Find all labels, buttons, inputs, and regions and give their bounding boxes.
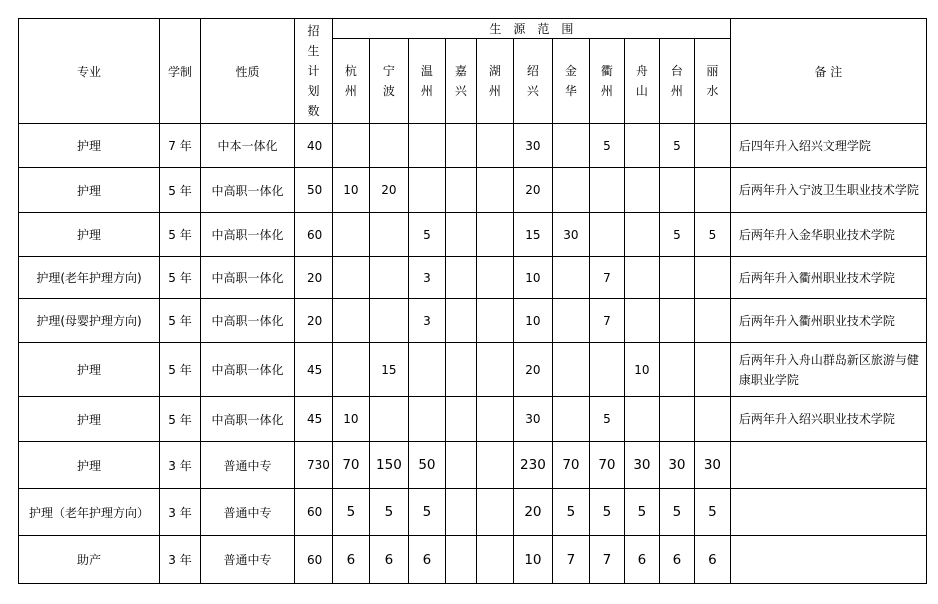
cell-nature: 中本一体化 bbox=[201, 124, 295, 168]
cell-region-value bbox=[589, 168, 624, 213]
cell-region-value bbox=[589, 343, 624, 397]
cell-region-value bbox=[445, 397, 476, 442]
cell-region-value bbox=[659, 397, 694, 442]
cell-region-value: 15 bbox=[513, 213, 552, 257]
header-plan-char: 划 bbox=[307, 84, 320, 98]
header-plan-char: 计 bbox=[307, 64, 320, 78]
cell-region-value: 70 bbox=[552, 442, 589, 489]
cell-region-value bbox=[445, 124, 476, 168]
cell-region-value: 15 bbox=[369, 343, 408, 397]
cell-notes: 后两年升入金华职业技术学院 bbox=[730, 213, 926, 257]
cell-region-value: 70 bbox=[589, 442, 624, 489]
cell-region-value: 5 bbox=[589, 397, 624, 442]
cell-major: 护理 bbox=[19, 343, 160, 397]
cell-region-value bbox=[624, 397, 659, 442]
header-region-char: 州 bbox=[600, 84, 613, 98]
header-region bbox=[476, 39, 513, 124]
cell-region-value bbox=[624, 124, 659, 168]
cell-region-value: 6 bbox=[694, 536, 730, 584]
cell-region-value bbox=[476, 168, 513, 213]
cell-region-value bbox=[476, 397, 513, 442]
table-row bbox=[19, 343, 927, 397]
cell-region-value: 5 bbox=[694, 213, 730, 257]
cell-region-value: 5 bbox=[408, 213, 445, 257]
cell-notes bbox=[730, 536, 926, 584]
header-region-char: 湖 bbox=[488, 64, 501, 78]
table-row bbox=[19, 536, 927, 584]
cell-major: 护理（老年护理方向） bbox=[19, 489, 160, 536]
cell-region-value bbox=[332, 299, 369, 343]
header-region-char: 杭 bbox=[344, 64, 357, 78]
cell-region-value bbox=[552, 168, 589, 213]
cell-region-value: 6 bbox=[659, 536, 694, 584]
cell-region-value bbox=[369, 397, 408, 442]
cell-plan: 40 bbox=[295, 124, 333, 168]
cell-region-value bbox=[552, 257, 589, 299]
cell-plan: 45 bbox=[295, 343, 333, 397]
cell-region-value: 30 bbox=[513, 124, 552, 168]
cell-plan: 45 bbox=[295, 397, 333, 442]
cell-region-value bbox=[694, 343, 730, 397]
cell-major: 护理(老年护理方向) bbox=[19, 257, 160, 299]
header-region bbox=[369, 39, 408, 124]
cell-region-value bbox=[476, 343, 513, 397]
cell-region-value bbox=[476, 257, 513, 299]
cell-duration: 3 年 bbox=[160, 442, 201, 489]
cell-region-value bbox=[694, 257, 730, 299]
cell-region-value: 5 bbox=[694, 489, 730, 536]
cell-major: 护理 bbox=[19, 124, 160, 168]
table-row bbox=[19, 442, 927, 489]
header-region-char: 丽 bbox=[706, 64, 719, 78]
cell-region-value bbox=[332, 124, 369, 168]
cell-duration: 5 年 bbox=[160, 397, 201, 442]
header-region-char: 宁 bbox=[382, 64, 395, 78]
cell-region-value: 5 bbox=[332, 489, 369, 536]
header-region-char: 水 bbox=[706, 84, 719, 98]
cell-region-value: 3 bbox=[408, 299, 445, 343]
header-region-char: 山 bbox=[635, 84, 648, 98]
header-region bbox=[694, 39, 730, 124]
cell-plan: 60 bbox=[295, 213, 333, 257]
cell-nature: 中高职一体化 bbox=[201, 343, 295, 397]
cell-region-value: 5 bbox=[659, 124, 694, 168]
header-major: 专业 bbox=[19, 19, 160, 124]
header-region bbox=[659, 39, 694, 124]
cell-region-value bbox=[332, 257, 369, 299]
cell-notes: 后两年升入衢州职业技术学院 bbox=[730, 257, 926, 299]
cell-region-value bbox=[369, 257, 408, 299]
cell-region-value: 5 bbox=[659, 489, 694, 536]
table-row bbox=[19, 124, 927, 168]
header-region bbox=[589, 39, 624, 124]
table-row bbox=[19, 213, 927, 257]
cell-region-value: 6 bbox=[369, 536, 408, 584]
cell-notes bbox=[730, 489, 926, 536]
cell-duration: 5 年 bbox=[160, 213, 201, 257]
cell-nature: 中高职一体化 bbox=[201, 257, 295, 299]
cell-region-value bbox=[694, 397, 730, 442]
cell-notes bbox=[730, 442, 926, 489]
cell-region-value: 30 bbox=[552, 213, 589, 257]
cell-region-value bbox=[369, 124, 408, 168]
cell-region-value bbox=[476, 489, 513, 536]
cell-major: 护理 bbox=[19, 397, 160, 442]
cell-region-value bbox=[369, 213, 408, 257]
cell-nature: 中高职一体化 bbox=[201, 168, 295, 213]
cell-region-value: 30 bbox=[659, 442, 694, 489]
header-region-char: 温 bbox=[420, 64, 433, 78]
header-plan-char: 生 bbox=[307, 44, 320, 58]
header-region-char: 州 bbox=[670, 84, 683, 98]
cell-region-value bbox=[369, 299, 408, 343]
header-region-char: 兴 bbox=[454, 84, 467, 98]
cell-region-value bbox=[694, 168, 730, 213]
header-region-char: 绍 bbox=[526, 64, 539, 78]
cell-region-value: 20 bbox=[513, 168, 552, 213]
header-source-range: 生 源 范 围 bbox=[332, 19, 730, 39]
cell-region-value bbox=[552, 397, 589, 442]
cell-region-value: 50 bbox=[408, 442, 445, 489]
table-row bbox=[19, 168, 927, 213]
cell-region-value: 7 bbox=[589, 299, 624, 343]
cell-region-value: 6 bbox=[408, 536, 445, 584]
cell-duration: 5 年 bbox=[160, 168, 201, 213]
cell-region-value bbox=[694, 299, 730, 343]
cell-region-value: 6 bbox=[332, 536, 369, 584]
cell-region-value: 10 bbox=[513, 299, 552, 343]
cell-region-value bbox=[694, 124, 730, 168]
cell-region-value bbox=[445, 213, 476, 257]
cell-plan: 50 bbox=[295, 168, 333, 213]
header-duration: 学制 bbox=[160, 19, 201, 124]
cell-region-value bbox=[552, 343, 589, 397]
cell-region-value: 10 bbox=[513, 536, 552, 584]
cell-region-value: 3 bbox=[408, 257, 445, 299]
header-region-char: 衢 bbox=[600, 64, 613, 78]
header-region bbox=[332, 39, 369, 124]
cell-region-value bbox=[552, 299, 589, 343]
cell-region-value bbox=[552, 124, 589, 168]
table-row bbox=[19, 489, 927, 536]
cell-region-value: 5 bbox=[589, 489, 624, 536]
header-region-char: 州 bbox=[420, 84, 433, 98]
cell-notes: 后四年升入绍兴文理学院 bbox=[730, 124, 926, 168]
cell-duration: 5 年 bbox=[160, 257, 201, 299]
header-notes: 备 注 bbox=[730, 19, 926, 124]
cell-plan: 60 bbox=[295, 536, 333, 584]
header-region bbox=[513, 39, 552, 124]
cell-region-value: 10 bbox=[332, 397, 369, 442]
cell-notes: 后两年升入宁波卫生职业技术学院 bbox=[730, 168, 926, 213]
cell-region-value bbox=[408, 343, 445, 397]
header-region bbox=[552, 39, 589, 124]
cell-notes: 后两年升入绍兴职业技术学院 bbox=[730, 397, 926, 442]
header-nature: 性质 bbox=[201, 19, 295, 124]
header-region-char: 波 bbox=[382, 84, 395, 98]
cell-nature: 普通中专 bbox=[201, 536, 295, 584]
cell-region-value bbox=[476, 536, 513, 584]
cell-region-value bbox=[476, 124, 513, 168]
cell-region-value bbox=[476, 213, 513, 257]
cell-region-value: 10 bbox=[513, 257, 552, 299]
cell-region-value: 5 bbox=[589, 124, 624, 168]
cell-major: 护理 bbox=[19, 213, 160, 257]
cell-region-value bbox=[445, 299, 476, 343]
cell-region-value bbox=[408, 397, 445, 442]
cell-region-value bbox=[476, 442, 513, 489]
cell-duration: 7 年 bbox=[160, 124, 201, 168]
cell-region-value: 20 bbox=[369, 168, 408, 213]
cell-region-value: 30 bbox=[513, 397, 552, 442]
header-region-char: 金 bbox=[564, 64, 577, 78]
cell-region-value: 5 bbox=[624, 489, 659, 536]
cell-region-value bbox=[659, 168, 694, 213]
cell-region-value bbox=[445, 536, 476, 584]
cell-nature: 中高职一体化 bbox=[201, 299, 295, 343]
cell-region-value bbox=[624, 299, 659, 343]
cell-region-value: 7 bbox=[589, 257, 624, 299]
cell-region-value: 7 bbox=[552, 536, 589, 584]
cell-region-value bbox=[445, 442, 476, 489]
cell-region-value bbox=[445, 168, 476, 213]
cell-region-value bbox=[659, 257, 694, 299]
header-region-char: 嘉 bbox=[454, 64, 467, 78]
header-region bbox=[408, 39, 445, 124]
cell-region-value bbox=[659, 299, 694, 343]
cell-region-value: 5 bbox=[552, 489, 589, 536]
cell-region-value: 5 bbox=[659, 213, 694, 257]
cell-nature: 中高职一体化 bbox=[201, 397, 295, 442]
cell-region-value: 230 bbox=[513, 442, 552, 489]
header-region bbox=[624, 39, 659, 124]
cell-region-value: 20 bbox=[513, 343, 552, 397]
cell-region-value bbox=[332, 213, 369, 257]
cell-duration: 3 年 bbox=[160, 489, 201, 536]
cell-major: 护理 bbox=[19, 442, 160, 489]
cell-notes: 后两年升入舟山群岛新区旅游与健康职业学院 bbox=[730, 343, 926, 397]
header-plan-char: 数 bbox=[307, 104, 320, 118]
cell-region-value: 6 bbox=[624, 536, 659, 584]
cell-plan: 20 bbox=[295, 257, 333, 299]
cell-duration: 5 年 bbox=[160, 343, 201, 397]
cell-major: 护理 bbox=[19, 168, 160, 213]
header-region-char: 舟 bbox=[635, 64, 648, 78]
cell-major: 护理(母婴护理方向) bbox=[19, 299, 160, 343]
cell-plan: 20 bbox=[295, 299, 333, 343]
cell-region-value: 150 bbox=[369, 442, 408, 489]
cell-nature: 普通中专 bbox=[201, 489, 295, 536]
cell-duration: 3 年 bbox=[160, 536, 201, 584]
cell-region-value: 5 bbox=[369, 489, 408, 536]
header-region bbox=[445, 39, 476, 124]
cell-region-value bbox=[445, 257, 476, 299]
cell-region-value bbox=[659, 343, 694, 397]
cell-region-value: 30 bbox=[694, 442, 730, 489]
header-region-char: 台 bbox=[670, 64, 683, 78]
cell-region-value bbox=[445, 489, 476, 536]
cell-region-value bbox=[624, 257, 659, 299]
cell-plan: 60 bbox=[295, 489, 333, 536]
cell-region-value bbox=[408, 124, 445, 168]
cell-major: 助产 bbox=[19, 536, 160, 584]
cell-region-value bbox=[624, 168, 659, 213]
cell-region-value bbox=[332, 343, 369, 397]
header-region-char: 华 bbox=[564, 84, 577, 98]
cell-duration: 5 年 bbox=[160, 299, 201, 343]
cell-region-value bbox=[624, 213, 659, 257]
cell-region-value bbox=[476, 299, 513, 343]
table-row bbox=[19, 257, 927, 299]
cell-region-value: 7 bbox=[589, 536, 624, 584]
header-plan-char: 招 bbox=[307, 24, 320, 38]
header-region-char: 州 bbox=[344, 84, 357, 98]
enrollment-table bbox=[18, 18, 927, 584]
cell-region-value bbox=[445, 343, 476, 397]
table-row bbox=[19, 299, 927, 343]
cell-region-value: 10 bbox=[624, 343, 659, 397]
cell-plan: 730 bbox=[295, 442, 333, 489]
header-enrollment-plan bbox=[295, 19, 333, 124]
cell-region-value: 30 bbox=[624, 442, 659, 489]
cell-region-value bbox=[408, 168, 445, 213]
cell-nature: 普通中专 bbox=[201, 442, 295, 489]
cell-region-value bbox=[589, 213, 624, 257]
cell-nature: 中高职一体化 bbox=[201, 213, 295, 257]
header-region-char: 州 bbox=[488, 84, 501, 98]
cell-notes: 后两年升入衢州职业技术学院 bbox=[730, 299, 926, 343]
cell-region-value: 5 bbox=[408, 489, 445, 536]
cell-region-value: 20 bbox=[513, 489, 552, 536]
cell-region-value: 70 bbox=[332, 442, 369, 489]
header-region-char: 兴 bbox=[526, 84, 539, 98]
table-row bbox=[19, 397, 927, 442]
cell-region-value: 10 bbox=[332, 168, 369, 213]
